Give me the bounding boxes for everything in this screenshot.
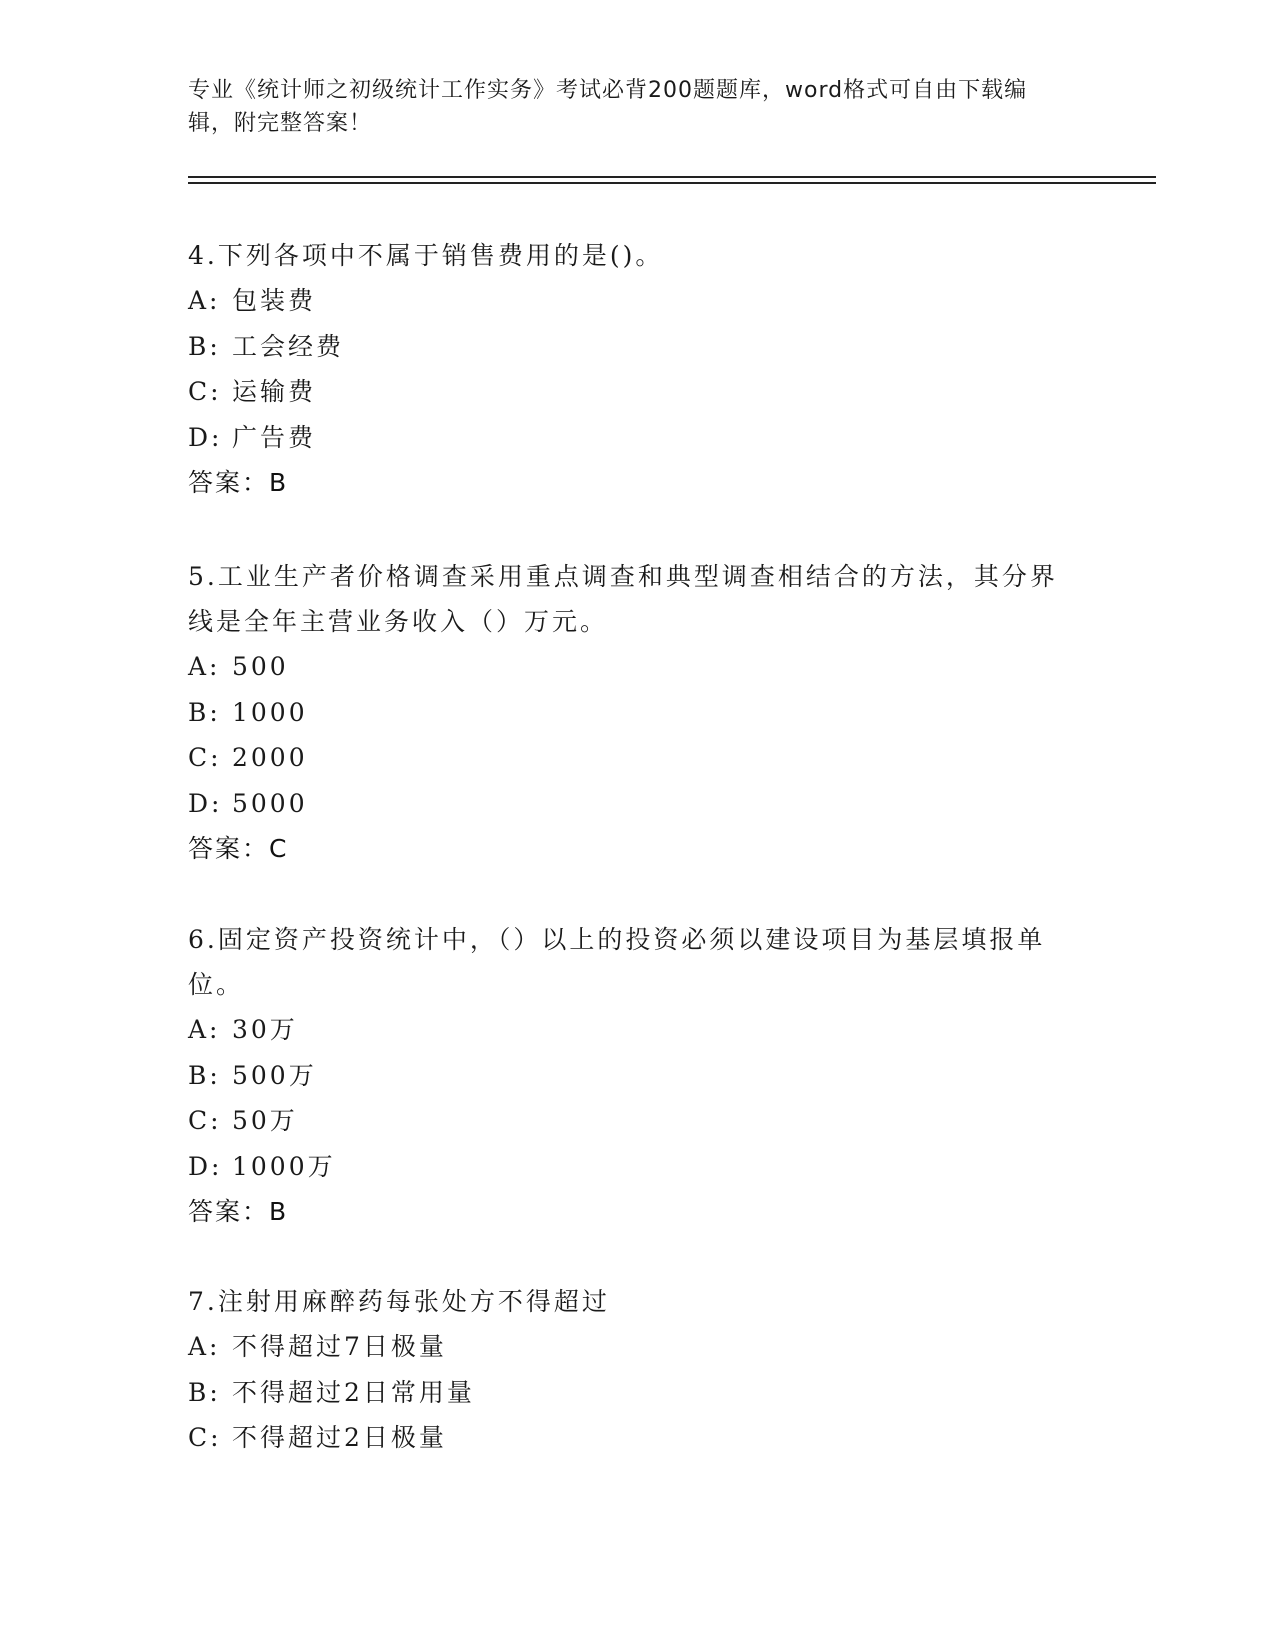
option-letter: C: [188,1423,222,1452]
option-d [188,1144,1068,1190]
option-letter: D: [188,788,223,818]
option-letter: A: [188,1015,221,1044]
option-letter: A: [188,1332,221,1361]
option-a [188,1007,1068,1053]
option-letter: B: [188,1060,221,1090]
question-5 [188,554,1068,871]
question-6 [188,917,1068,1234]
option-letter: A: [188,652,221,681]
option-text: 5000 [232,788,308,818]
option-text: 30万 [232,1015,298,1044]
option-b [188,690,1068,736]
answer-line: 答案：B [188,1197,289,1226]
question-stem: 4.下列各项中不属于销售费用的是()。 [188,241,664,270]
answer-line: 答案：B [188,468,289,497]
option-c [188,369,1068,415]
option-letter: D: [188,422,223,452]
answer-line: 答案：C [188,834,289,863]
option-d [188,781,1068,827]
option-letter: C: [188,743,222,772]
option-a [188,644,1068,690]
question-stem: 5.工业生产者价格调查采用重点调查和典型调查相结合的方法，其分界线是全年主营业务收入（）万元。 [188,562,1058,636]
option-letter: D: [188,1151,223,1181]
option-text: 50万 [232,1106,298,1135]
option-b [188,324,1068,370]
header-divider-bottom [188,182,1156,184]
option-text: 500万 [232,1060,317,1090]
option-letter: A: [188,286,221,315]
question-stem: 7.注射用麻醉药每张处方不得超过 [188,1287,610,1316]
option-d [188,415,1068,461]
option-text: 包装费 [232,286,317,315]
document-header: 专业《统计师之初级统计工作实务》考试必背200题题库，word格式可自由下载编辑，附完整答案！ [188,78,1028,136]
option-letter: B: [188,1377,221,1407]
option-text: 工会经费 [232,331,345,361]
question-4 [188,233,1068,505]
option-text: 不得超过7日极量 [232,1332,447,1361]
question-stem: 6.固定资产投资统计中，（）以上的投资必须以建设项目为基层填报单位。 [188,925,1046,999]
option-a [188,278,1068,324]
option-text: 1000 [232,697,308,727]
option-b [188,1370,1068,1416]
option-text: 广告费 [232,422,317,452]
question-7 [188,1279,1068,1461]
option-c [188,1098,1068,1144]
option-text: 不得超过2日极量 [232,1423,447,1452]
option-c [188,1415,1068,1461]
option-letter: C: [188,377,222,406]
option-letter: B: [188,331,221,361]
option-c [188,735,1068,781]
option-b [188,1053,1068,1099]
header-divider-top [188,176,1156,178]
option-text: 2000 [232,743,308,772]
option-text: 1000万 [232,1151,336,1181]
option-letter: B: [188,697,221,727]
option-a [188,1324,1068,1370]
option-text: 运输费 [232,377,317,406]
option-text: 500 [232,652,289,681]
option-text: 不得超过2日常用量 [232,1377,475,1407]
option-letter: C: [188,1106,222,1135]
